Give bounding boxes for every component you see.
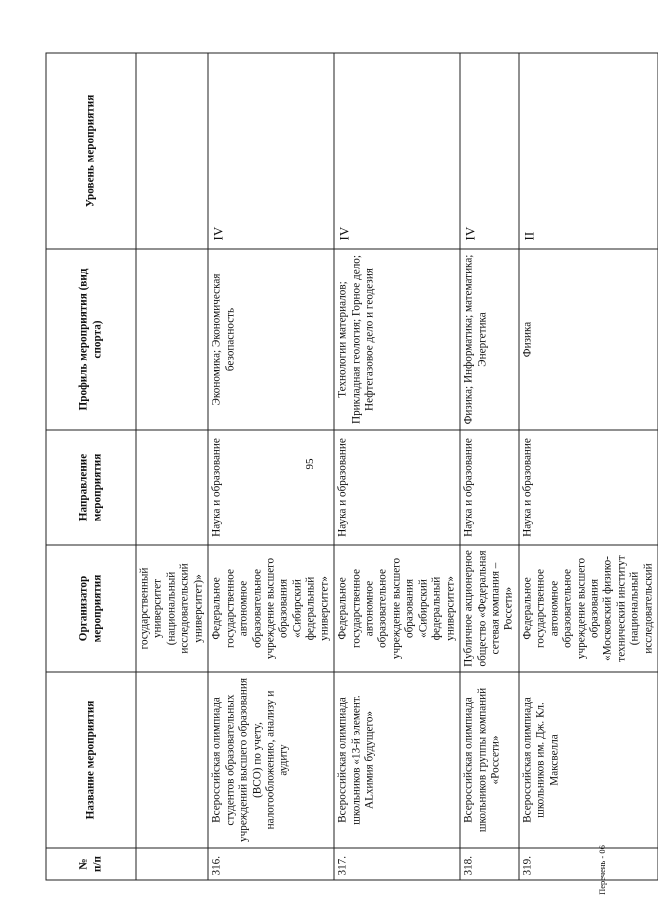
header-num: № п/п	[46, 848, 136, 880]
row-direction: Наука и образование	[208, 430, 334, 545]
row-organizer: Публичное акционерное общество «Федеральная сетевая компания – Россети»	[460, 545, 519, 672]
header-direction: Направление мероприятия	[46, 430, 136, 545]
row-organizer: Федеральное государственное автономное образовательное учреждение высшего образования «Сибирский федеральный университет»	[208, 545, 334, 672]
continuation-row	[136, 53, 208, 880]
row-organizer: Федеральное государственное автономное образовательное учреждение высшего образования «Московский физико-технический институт (национальный исследовательский	[518, 545, 657, 672]
cont-num	[136, 848, 208, 880]
table-row	[460, 53, 519, 880]
table-row	[518, 53, 657, 880]
cont-profile	[136, 249, 208, 430]
table-row	[334, 53, 460, 880]
row-num: 318.	[460, 848, 519, 880]
row-direction: Наука и образование	[460, 430, 519, 545]
header-organizer: Организатор мероприятия	[46, 545, 136, 672]
row-direction: Наука и образование	[518, 430, 657, 545]
cont-direction	[136, 430, 208, 545]
row-num: 319.	[518, 848, 657, 880]
header-level: Уровень мероприятия	[46, 53, 136, 249]
header-row	[46, 53, 136, 880]
events-table	[45, 53, 658, 881]
row-name: Всероссийская олимпиада школьников «13-й элемент. ALхимия будущего»	[334, 672, 460, 848]
row-direction: Наука и образование	[334, 430, 460, 545]
footer-text: Перечень - 06	[597, 845, 607, 895]
row-num: 316.	[208, 848, 334, 880]
row-level: IV	[334, 53, 460, 249]
header-name: Название мероприятия	[46, 672, 136, 848]
cont-level	[136, 53, 208, 249]
row-level: IV	[460, 53, 519, 249]
row-profile: Технологии материалов; Прикладная геология; Горное дело; Нефтегазовое дело и геодезия	[334, 249, 460, 430]
row-name: Всероссийская олимпиада студентов образовательных учреждений высшего образования (ВСО) по учету, налогообложению, анализу и аудиту	[208, 672, 334, 848]
row-name: Всероссийская олимпиада школьников им. Дж. Кл. Максвелла	[518, 672, 657, 848]
row-level: II	[518, 53, 657, 249]
row-profile: Экономика; Экономическая безопасность	[208, 249, 334, 430]
page-number: 95	[304, 458, 316, 470]
cont-name	[136, 672, 208, 848]
row-organizer: Федеральное государственное автономное образовательное учреждение высшего образования «Сибирский федеральный университет»	[334, 545, 460, 672]
row-level: IV	[208, 53, 334, 249]
header-profile: Профиль мероприятия (вид спорта)	[46, 249, 136, 430]
row-name: Всероссийская олимпиада школьников группы компаний «Россети»	[460, 672, 519, 848]
row-profile: Физика	[518, 249, 657, 430]
table-row	[208, 53, 334, 880]
row-profile: Физика; Информатика; математика; Энергетика	[460, 249, 519, 430]
row-num: 317.	[334, 848, 460, 880]
cont-organizer: государственный университет (национальный исследовательский университет)»	[136, 545, 208, 672]
